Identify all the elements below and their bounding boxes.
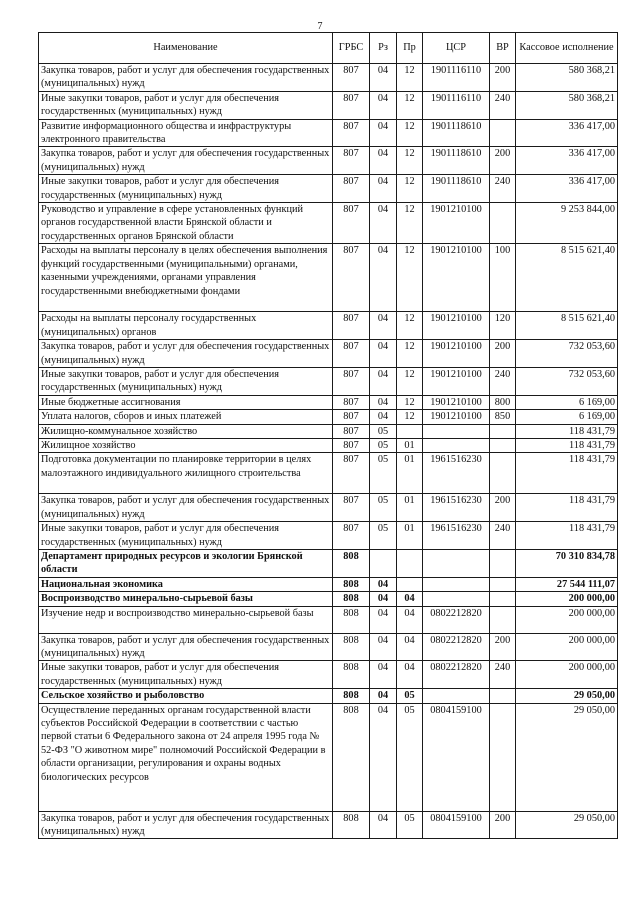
cell-name: Национальная экономика xyxy=(39,577,333,591)
cell-name: Расходы на выплаты персоналу в целях обеспечения выполнения функций государственными (муниципальными) органами, казенными учреждениями, органами управления государственными внебюджетными фондами xyxy=(39,244,333,312)
cell-name: Закупка товаров, работ и услуг для обеспечения государственных (муниципальных) нужд xyxy=(39,64,333,92)
cell-name: Закупка товаров, работ и услуг для обеспечения государственных (муниципальных) нужд xyxy=(39,811,333,839)
header-amount: Кассовое исполнение xyxy=(516,33,618,64)
cell-name: Осуществление переданных органам государственной власти субъектов Российской Федерации в соответствии с частью первой статьи 6 Федерального закона от 24 апреля 1995 года № 52-ФЗ "О животном мире" полномочий Российской Федерации в области организации, регулирования и охраны водных биологических ресурсов xyxy=(39,703,333,811)
cell-rz: 04 xyxy=(370,661,397,689)
cell-grbs: 807 xyxy=(333,424,370,438)
cell-name: Департамент природных ресурсов и экологии Брянской области xyxy=(39,549,333,577)
cell-grbs: 807 xyxy=(333,147,370,175)
cell-grbs: 807 xyxy=(333,453,370,494)
cell-pr: 12 xyxy=(397,312,423,340)
cell-amount: 336 417,00 xyxy=(516,175,618,203)
cell-amount: 27 544 111,07 xyxy=(516,577,618,591)
cell-name: Иные бюджетные ассигнования xyxy=(39,395,333,409)
cell-vr: 240 xyxy=(490,175,516,203)
cell-rz: 04 xyxy=(370,175,397,203)
header-rz: Рз xyxy=(370,33,397,64)
header-csr: ЦСР xyxy=(423,33,490,64)
table-row xyxy=(39,592,618,606)
cell-csr xyxy=(423,438,490,452)
table-row xyxy=(39,549,618,577)
cell-csr: 1901118610 xyxy=(423,119,490,147)
cell-csr: 1901118610 xyxy=(423,147,490,175)
cell-rz: 04 xyxy=(370,367,397,395)
cell-name: Изучение недр и воспроизводство минерально-сырьевой базы xyxy=(39,606,333,633)
cell-amount: 118 431,79 xyxy=(516,424,618,438)
cell-grbs: 807 xyxy=(333,494,370,522)
cell-pr: 01 xyxy=(397,522,423,550)
cell-pr: 04 xyxy=(397,633,423,661)
table-row xyxy=(39,689,618,703)
cell-grbs: 808 xyxy=(333,689,370,703)
cell-pr: 05 xyxy=(397,689,423,703)
table-row xyxy=(39,147,618,175)
cell-pr: 12 xyxy=(397,395,423,409)
cell-pr: 12 xyxy=(397,119,423,147)
cell-name: Подготовка документации по планировке территории в целях малоэтажного индивидуального жилищного строительства xyxy=(39,453,333,494)
cell-pr: 12 xyxy=(397,244,423,312)
cell-vr xyxy=(490,453,516,494)
header-grbs: ГРБС xyxy=(333,33,370,64)
cell-vr: 240 xyxy=(490,91,516,119)
cell-csr: 1901116110 xyxy=(423,64,490,92)
header-name: Наименование xyxy=(39,33,333,64)
cell-amount: 200 000,00 xyxy=(516,633,618,661)
cell-grbs: 807 xyxy=(333,522,370,550)
cell-grbs: 807 xyxy=(333,367,370,395)
table-row xyxy=(39,367,618,395)
cell-name: Закупка товаров, работ и услуг для обеспечения государственных (муниципальных) нужд xyxy=(39,633,333,661)
cell-pr: 12 xyxy=(397,410,423,424)
cell-grbs: 808 xyxy=(333,606,370,633)
cell-name: Иные закупки товаров, работ и услуг для обеспечения государственных (муниципальных) нужд xyxy=(39,91,333,119)
table-row xyxy=(39,119,618,147)
table-row xyxy=(39,522,618,550)
table-row xyxy=(39,64,618,92)
cell-amount: 580 368,21 xyxy=(516,91,618,119)
cell-vr xyxy=(490,424,516,438)
cell-amount: 732 053,60 xyxy=(516,367,618,395)
cell-vr xyxy=(490,703,516,811)
table-row xyxy=(39,606,618,633)
header-vr: ВР xyxy=(490,33,516,64)
cell-csr: 0804159100 xyxy=(423,811,490,839)
table-row xyxy=(39,340,618,368)
cell-rz: 04 xyxy=(370,64,397,92)
cell-rz: 04 xyxy=(370,119,397,147)
cell-rz: 04 xyxy=(370,147,397,175)
cell-pr: 12 xyxy=(397,175,423,203)
cell-name: Жилищное хозяйство xyxy=(39,438,333,452)
cell-csr: 1901116110 xyxy=(423,91,490,119)
cell-vr: 100 xyxy=(490,244,516,312)
table-row xyxy=(39,577,618,591)
cell-pr: 12 xyxy=(397,203,423,244)
cell-amount: 580 368,21 xyxy=(516,64,618,92)
cell-pr xyxy=(397,549,423,577)
cell-csr: 1961516230 xyxy=(423,522,490,550)
cell-csr: 1901210100 xyxy=(423,410,490,424)
table-row xyxy=(39,438,618,452)
cell-rz xyxy=(370,549,397,577)
cell-vr: 120 xyxy=(490,312,516,340)
cell-amount: 200 000,00 xyxy=(516,606,618,633)
table-row xyxy=(39,410,618,424)
page-number: 7 xyxy=(317,21,323,32)
cell-amount: 8 515 621,40 xyxy=(516,312,618,340)
cell-amount: 118 431,79 xyxy=(516,522,618,550)
cell-name: Иные закупки товаров, работ и услуг для обеспечения государственных (муниципальных) нужд xyxy=(39,367,333,395)
cell-csr: 1901118610 xyxy=(423,175,490,203)
cell-vr: 850 xyxy=(490,410,516,424)
cell-vr: 240 xyxy=(490,367,516,395)
cell-csr: 1901210100 xyxy=(423,340,490,368)
cell-rz: 04 xyxy=(370,811,397,839)
cell-amount: 200 000,00 xyxy=(516,661,618,689)
cell-amount: 118 431,79 xyxy=(516,494,618,522)
cell-grbs: 807 xyxy=(333,244,370,312)
header-pr: Пр xyxy=(397,33,423,64)
cell-name: Руководство и управление в сфере установленных функций органов государственной власти Брянской области и государственных органов Брянской области xyxy=(39,203,333,244)
cell-csr: 1901210100 xyxy=(423,244,490,312)
cell-csr xyxy=(423,689,490,703)
cell-grbs: 807 xyxy=(333,410,370,424)
cell-vr: 240 xyxy=(490,661,516,689)
cell-name: Развитие информационного общества и инфраструктуры электронного правительства xyxy=(39,119,333,147)
table-row xyxy=(39,203,618,244)
cell-vr: 200 xyxy=(490,633,516,661)
cell-rz: 04 xyxy=(370,577,397,591)
cell-pr: 12 xyxy=(397,147,423,175)
cell-amount: 9 253 844,00 xyxy=(516,203,618,244)
cell-vr: 240 xyxy=(490,522,516,550)
cell-rz: 04 xyxy=(370,91,397,119)
cell-rz: 04 xyxy=(370,244,397,312)
cell-csr xyxy=(423,549,490,577)
cell-csr xyxy=(423,424,490,438)
cell-amount: 8 515 621,40 xyxy=(516,244,618,312)
cell-pr: 01 xyxy=(397,453,423,494)
cell-grbs: 807 xyxy=(333,119,370,147)
cell-name: Закупка товаров, работ и услуг для обеспечения государственных (муниципальных) нужд xyxy=(39,494,333,522)
cell-csr: 0802212820 xyxy=(423,633,490,661)
cell-csr: 0802212820 xyxy=(423,606,490,633)
cell-pr xyxy=(397,424,423,438)
cell-grbs: 807 xyxy=(333,340,370,368)
cell-grbs: 807 xyxy=(333,395,370,409)
cell-name: Расходы на выплаты персоналу государственных (муниципальных) органов xyxy=(39,312,333,340)
cell-name: Закупка товаров, работ и услуг для обеспечения государственных (муниципальных) нужд xyxy=(39,147,333,175)
cell-amount: 200 000,00 xyxy=(516,592,618,606)
cell-vr: 200 xyxy=(490,64,516,92)
cell-rz: 04 xyxy=(370,312,397,340)
cell-amount: 118 431,79 xyxy=(516,453,618,494)
table-row xyxy=(39,312,618,340)
cell-rz: 05 xyxy=(370,494,397,522)
cell-grbs: 807 xyxy=(333,64,370,92)
cell-grbs: 807 xyxy=(333,175,370,203)
cell-pr: 01 xyxy=(397,494,423,522)
cell-amount: 732 053,60 xyxy=(516,340,618,368)
cell-grbs: 807 xyxy=(333,91,370,119)
table-row xyxy=(39,494,618,522)
cell-csr: 1901210100 xyxy=(423,395,490,409)
cell-vr xyxy=(490,203,516,244)
cell-rz: 05 xyxy=(370,424,397,438)
cell-grbs: 807 xyxy=(333,203,370,244)
cell-pr: 04 xyxy=(397,592,423,606)
cell-rz: 05 xyxy=(370,438,397,452)
cell-pr: 12 xyxy=(397,340,423,368)
table-row xyxy=(39,91,618,119)
cell-name: Жилищно-коммунальное хозяйство xyxy=(39,424,333,438)
cell-vr xyxy=(490,592,516,606)
cell-rz: 04 xyxy=(370,340,397,368)
cell-name: Сельское хозяйство и рыболовство xyxy=(39,689,333,703)
cell-pr xyxy=(397,577,423,591)
cell-amount: 336 417,00 xyxy=(516,119,618,147)
cell-name: Иные закупки товаров, работ и услуг для обеспечения государственных (муниципальных) нужд xyxy=(39,522,333,550)
cell-pr: 01 xyxy=(397,438,423,452)
cell-pr: 04 xyxy=(397,606,423,633)
cell-rz: 05 xyxy=(370,522,397,550)
cell-vr xyxy=(490,438,516,452)
cell-amount: 336 417,00 xyxy=(516,147,618,175)
cell-pr: 12 xyxy=(397,64,423,92)
cell-name: Иные закупки товаров, работ и услуг для обеспечения государственных (муниципальных) нужд xyxy=(39,661,333,689)
cell-rz: 04 xyxy=(370,395,397,409)
cell-amount: 29 050,00 xyxy=(516,703,618,811)
cell-grbs: 807 xyxy=(333,438,370,452)
cell-csr: 1901210100 xyxy=(423,203,490,244)
cell-csr: 1901210100 xyxy=(423,312,490,340)
cell-amount: 118 431,79 xyxy=(516,438,618,452)
table-row xyxy=(39,633,618,661)
cell-csr: 1901210100 xyxy=(423,367,490,395)
cell-grbs: 808 xyxy=(333,592,370,606)
table-row xyxy=(39,811,618,839)
cell-rz: 04 xyxy=(370,606,397,633)
cell-name: Уплата налогов, сборов и иных платежей xyxy=(39,410,333,424)
cell-vr xyxy=(490,689,516,703)
cell-csr: 0802212820 xyxy=(423,661,490,689)
table-header-row xyxy=(39,33,618,64)
cell-rz: 04 xyxy=(370,410,397,424)
cell-csr xyxy=(423,592,490,606)
cell-amount: 6 169,00 xyxy=(516,410,618,424)
cell-vr xyxy=(490,577,516,591)
table-row xyxy=(39,244,618,312)
table-row xyxy=(39,661,618,689)
cell-grbs: 808 xyxy=(333,633,370,661)
cell-amount: 29 050,00 xyxy=(516,811,618,839)
budget-table xyxy=(38,32,618,839)
cell-rz: 04 xyxy=(370,592,397,606)
table-row xyxy=(39,175,618,203)
cell-name: Закупка товаров, работ и услуг для обеспечения государственных (муниципальных) нужд xyxy=(39,340,333,368)
cell-rz: 04 xyxy=(370,633,397,661)
cell-vr: 200 xyxy=(490,340,516,368)
cell-amount: 70 310 834,78 xyxy=(516,549,618,577)
cell-grbs: 808 xyxy=(333,811,370,839)
cell-grbs: 808 xyxy=(333,703,370,811)
cell-name: Воспроизводство минерально-сырьевой базы xyxy=(39,592,333,606)
cell-vr: 200 xyxy=(490,147,516,175)
cell-amount: 29 050,00 xyxy=(516,689,618,703)
cell-vr: 200 xyxy=(490,494,516,522)
table-row xyxy=(39,395,618,409)
cell-pr: 04 xyxy=(397,661,423,689)
cell-vr xyxy=(490,549,516,577)
cell-csr: 1961516230 xyxy=(423,453,490,494)
cell-grbs: 808 xyxy=(333,549,370,577)
cell-csr xyxy=(423,577,490,591)
cell-name: Иные закупки товаров, работ и услуг для обеспечения государственных (муниципальных) нужд xyxy=(39,175,333,203)
cell-vr xyxy=(490,119,516,147)
cell-rz: 05 xyxy=(370,453,397,494)
cell-rz: 04 xyxy=(370,689,397,703)
cell-vr xyxy=(490,606,516,633)
cell-csr: 0804159100 xyxy=(423,703,490,811)
cell-vr: 800 xyxy=(490,395,516,409)
cell-grbs: 807 xyxy=(333,312,370,340)
cell-pr: 12 xyxy=(397,91,423,119)
cell-rz: 04 xyxy=(370,703,397,811)
cell-pr: 05 xyxy=(397,703,423,811)
cell-grbs: 808 xyxy=(333,661,370,689)
cell-csr: 1961516230 xyxy=(423,494,490,522)
table-row xyxy=(39,703,618,811)
cell-grbs: 808 xyxy=(333,577,370,591)
table-row xyxy=(39,453,618,494)
cell-pr: 05 xyxy=(397,811,423,839)
cell-amount: 6 169,00 xyxy=(516,395,618,409)
cell-vr: 200 xyxy=(490,811,516,839)
table-row xyxy=(39,424,618,438)
cell-rz: 04 xyxy=(370,203,397,244)
cell-pr: 12 xyxy=(397,367,423,395)
